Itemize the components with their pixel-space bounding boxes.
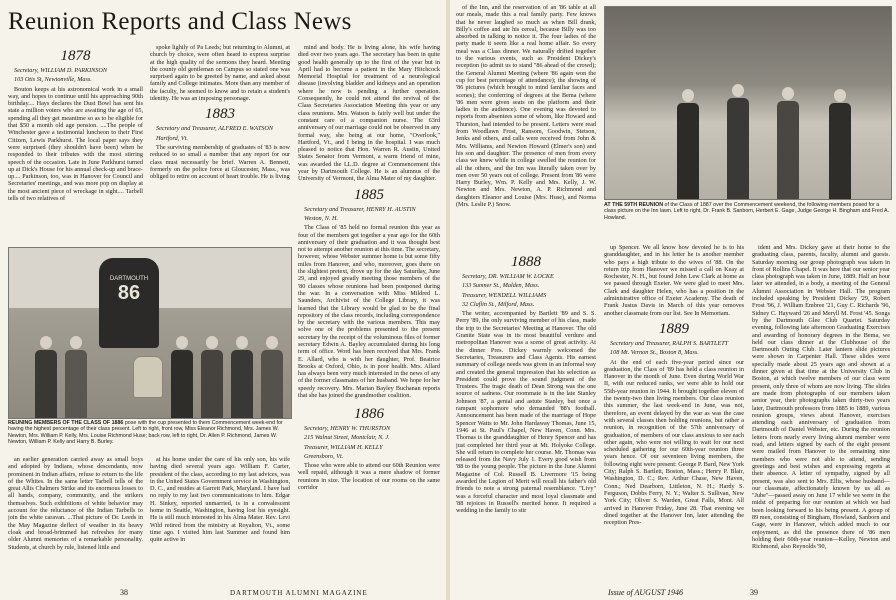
class-secretary-1886: Secretary, HENRY W. THURSTON — [304, 425, 391, 432]
column-1886 — [298, 402, 440, 582]
person — [229, 336, 255, 418]
person — [33, 336, 59, 418]
class-text-1888-cont: up Spencer. We all know how devoted he is to his granddaughter, and in his letter he is another member who pays a high tribute to the wives of '88. On the return trip from Hanover we missed a call on Keay at Rochester, N. H., but found John Lew Clark at home as we passed through Exeter. We were glad to meet Mrs. Clark and daughter Helen, who has a position in the administrative office of Exeter Academy. The death of Frank Justus Davis in March of this year removes another classmate from our list. See In Memoriam. — [604, 244, 744, 317]
banner-label: DARTMOUTH — [109, 276, 149, 282]
class-text-1886-cont: of the Inn, and the reservation of an '86 table at all our meals, made this a real family party. Few knows that he never laughed so much as when Bill drank, Billy's coffee and ate his cereal, because Billy was too absorbed in talking to notice it. The four ladies of the party made it seem like a real home affair. So every meal was a Class dinner. We naturally drifted together to the various events, such as President Dickey's reception (to admit us to stand "86 ahead of the crowd); the General Alumni Meeting (where '86 again won the cup for best percentage of attendance); the showing of '86 pictures (which brought to mind familiar faces and scenes); the conferring of degrees at the Bema (where '86 men were given seats on the platform and their ladies in the audience). One evening was devoted to reports from absentees some of whom, like Howard and Thurston, had intended to be present. Letters were read from Woodlawn Frost, Ransom, Goodwin, Stetson, Jenks and others, and calls were received from John & Mrs. Williams, and Newton Howard (Elmer's son) and his son and daughter. The presence of men from every class we knew while in college swelled the reunion for all the others, and the Inn was literally taken over by men over 50 years out of college. Present from '86 were Harry Burley, Wm. P. Kelly and Mrs. Kelly, J. W. Newton and Mrs. Newton, A. P. Richmond and daughters Eleanor and Louise (Mrs. Huse), and Norma (Mrs. Leslie P.) Snow. — [456, 4, 596, 209]
class-address-1888: 133 Sumner St., Malden, Mass. — [462, 282, 540, 290]
reunion-photo-1886 — [8, 247, 292, 419]
magazine-name: DARTMOUTH ALUMNI MAGAZINE — [230, 589, 368, 597]
person — [63, 336, 89, 418]
class-year-1889: 1889 — [659, 320, 689, 337]
class-text-1889-cont: ident and Mrs. Dickey gave at their home to the graduating class, parents, faculty, alumni and guests. Saturday morning our group photograph was taken in front of Rollins Chapel. It was here that our senior year class photograph was taken in June, 1889. Half an hour later we attended, in a body, a meeting of the General Alumni Association in Webster Hall. The program included speaking by President Dickey '29, Robert Frost '96, J. William Embree '21, Guy C. Richards '96, Sidney C. Hayward '26 and Meryll M. Frost '45. Songs by the Dartmouth Glee Club Quartet. Saturday evening, following late afternoon Graduating Exercises and awarding of honorary degrees in the Bema, we held our class dinner at the Clubhouse of the Dartmouth Outing Club. Later lantern slide pictures were shown in Carpenter Hall. These slides were specially made about 25 years ago and shown at a dinner given at that time at the University Club in Boston, at which twelve members of our class were present, only three of whom are now living. The slides are made from photographs of our members taken senior year, their photographs taken thirty-two years later, Dartmouth professors from 1885 to 1889, various reunion groups, views about Hanover, exercises attending each anniversary of graduation from Dartmouth of Daniel Webster, etc. During the reunion letters from nearly every living alumni member were read, and letters signed by each of the eight present were mailed from Hanover to the remaining nine members who were not able to attend, sending greetings and best wishes and expressing regrets at their absence. A letter of sympathy, signed by all present, was also sent to Mrs. Ellis, whose husband—our classmate, affectionately known by us all as "Jube"—passed away on June 17 while we were in the midst of preparing for our reunion at which we had been looking forward to his being present. A group of 89 men, consisting of Bingham, Howland, Sanborn and Gage, were in Hanover, which added much to our enjoyment, as did the presence there of '86 men holding their 60th-year reunion—Kelley, Newton and Richmond, also Reynolds '90, — [752, 244, 890, 551]
trophy-cup — [133, 356, 163, 398]
reunion-photo-1887 — [604, 6, 892, 200]
class-secretary-1883: Secretary and Treasurer, ALFRED E. WATSON — [156, 125, 273, 133]
column-1889-cont — [752, 244, 890, 584]
right-page — [450, 0, 896, 600]
photo-caption-1886 — [8, 420, 290, 446]
person — [775, 87, 801, 199]
column-1883-bottom — [150, 456, 290, 584]
class-text-1883: The surviving membership of graduates of '83 is now reduced to so small a number that any report for our class must necessarily be brief. Warren A. Bennett, formerly on the police force at Gloucester, Mass., was obliged to retire on account of heart trouble. He is living — [150, 143, 290, 181]
class-treasurer-1888: Treasurer, WENDELL WILLIAMS — [462, 291, 547, 299]
class-address-1885: Weston, N. H. — [304, 214, 338, 222]
page-title: Reunion Reports and Class News — [8, 8, 352, 35]
column-1888 — [456, 250, 596, 584]
class-text-1886: Those who were able to attend our 60th Reunion were well repaid, although it was a mere shadow of former reunions in size. The location of our rooms on the same corridor — [298, 462, 440, 492]
person — [199, 336, 225, 418]
caption-text: of the Class of 1887 over the Commencement weekend, the following members posed for a class picture on the Inn lawn. Left to right, Dr. Frank B. Sanborn, Herbert E. Gage, Judge George H. Bingham and Fred A. Howland. — [604, 202, 890, 221]
column-1889 — [604, 244, 744, 584]
person — [259, 336, 285, 418]
class-year-1885: 1885 — [354, 186, 384, 203]
banner-year: 86 — [117, 282, 141, 304]
class-address-1889: 108 Mt. Vernon St., Boston 8, Mass. — [610, 349, 699, 357]
caption-text: pose with the cup presented to them Commencement week-end for having the highest percentage of their class present. Left to right, front row, Miss Eleanor Richmond, Mrs. James W. Newton, Mrs. William P. Kelly, Mrs. Louise Richmond Huse; back row, left to right, Dr. Allen P. Richmond, James W. Newton, William P. Kelly and Harry B. Burley. — [8, 420, 283, 446]
class-secretary-1888: Secretary, DR. WILLIAM W. LOCKE — [462, 273, 554, 280]
column-1886-cont — [456, 4, 596, 248]
column-1878 — [8, 44, 143, 244]
page-number-right: 39 — [750, 588, 758, 597]
class-year-1883: 1883 — [205, 106, 235, 123]
class-year-1878: 1878 — [60, 48, 91, 64]
class-treasurer-1886: Treasurer, WILLIAM H. KELLY — [304, 443, 383, 451]
class-text-1889: At the end of each five-year period since our graduation, the Class of '89 has held a class reunion in Hanover in the month of June. Even during World War II, with our reduced ranks, we were able to hold our 55th-year reunion in 1944. It brought together eleven of the twenty-two then living members. Our class reunion this summer, the last week-end in June, was not, therefore, an event delayed by the war as was the case with several classes then holding reunions, but rather a reunion, in recognition of the 57th anniversary of graduation, of members of our class anxious to see each other again, who were not willing to wait for our next scheduled gathering for our 60th-year reunion three years hence. Of our seventeen living members, the following eight were present: George P. Bard, New York City; Ralph S. Bartlett, Boston, Mass.; Henry P. Blair, Washington, D. C.; Rev. Arthur Chase, New Haven, Conn.; Ned Dearborn, Littleton, N. H.; Hardy S. Ferguson, Dobbs Ferry, N. Y.; Walter S. Sullivan, New York City; Oliver S. Warden, Great Falls, Mont. All arrived in Hanover Friday, June 28. That evening we dined together at the Hanover Inn, later attending the reception Pres- — [604, 358, 744, 527]
class-secretary-1889: Secretary and Treasurer, RALPH S. BARTLETT — [610, 339, 729, 347]
class-address-1883: Hartford, Vt. — [156, 134, 188, 142]
person — [675, 89, 701, 199]
column-1883 — [150, 44, 290, 244]
page-number-left: 38 — [120, 588, 128, 597]
class-address-1878: 103 Otis St, Newtonville, Mass. — [14, 76, 92, 84]
class-text-1885: The Class of '85 held no formal reunion this year as four of the members got together a year ago for the 60th anniversary of their graduation and it was thought best not to attempt another reunion at this time. The secretary, however, whose Webster summer home is but some fifty miles from Hanover, and who, moreover, goes there on the slightest pretext, drove up for the day Saturday, June 29, and enjoyed greatly meeting those members of the '80 classes whose reunions had been postponed during the war. In a conversation with Miss Mildred L. Saunders, Archivist of the College Library, it was learned that the Library would be glad to be the final repository of the class records, including correspondence by the secretary with the various members. This may solve one of the problems presented to the present secretary by the receipt of the voluminous files of former secretary Edwin A. Bayley accumulated during his long term of office. Word has been received that Mrs. Frank E. Allard, who is with her daughter, Prof. Beatrice Brooks at Oxford, Ohio, is in poor health. Mrs. Allard has always been very much interested in the news of any of the former classmates of her husband. We hope for her speedy recovery. Mrs. Marian Bayley Buchanan reports that she has joined the grandmother coalition. — [298, 224, 440, 400]
person — [725, 84, 751, 199]
caption-lead: AT THE 59TH REUNION — [604, 202, 664, 208]
class-text-1878-cont: spoke lightly of Pa Leeds; but returning to Alumni, at church by choice, were often heard to express surprise at the high quality of the sermons they heard. Meeting the county old gentleman on Campus so stated one was surprised again to be greeted by name, and asked about family and College intimates. More than any member of the faculty, he seemed to know and to retain a student's identity. He was an imposing personage. — [150, 44, 290, 103]
class-text-bottom-1: an earlier generation carried away as small boys and adopted by Indians, whose descendants, now prominent in Indian affairs, refuse to return to the life of the Whites. In the same letter Tarbell tells of the great Allis Chalmers Strike and its enormous losses to all hands, company, community, and the strikers themselves. Such exhibitions of white behavior may account for the reluctance of the Indian Tarbells to join the white caravan. ...That picture of Dr. Leeds in the May Magazine deflect of weather in its heavy cloak and broad-brimmed hat refreshes for many older Alumni memories of a remarkable personality. Students, at church by rule, listened little and — [8, 456, 143, 551]
class-year-1888: 1888 — [511, 254, 541, 270]
class-year-1886: 1886 — [354, 406, 384, 422]
banner-86 — [99, 258, 159, 348]
caption-lead: REUNING MEMBERS OF THE CLASS OF 1886 — [8, 420, 124, 426]
class-text-1888: The writer, accompanied by Bartlett '89 and S. S. Perry '89, the only surviving member of his class, made the trip to the Secretaries' Meeting at Hanover. The old Granite State was in its most beautiful verdure and metropolitan Hanover was a scene of great activity. At the dinner Pres. Dickey warmly welcomed the Secretaries, Treasurers and Class Agents. His earnest summary of college needs was given in an informal way and created the general impression that his selection as President could prove the sound judgment of the Trustees. The tragic death of Dean Strong was the one source of sadness. Our roommate is in the late Stanley Johnson '87, a genial and astute Stanley, but once a rampant sophomore who demanded '88's football. Announcement has been made of the marriage of Hope Spencer Watts to Mr. John Hardaway Thomas, June 15, 1946 at St. Paul's Chapel, New Haven, Conn. Mrs. Thomas is the granddaughter of Henry Spencer and has just completed her third year at Mt. Holyoke College. She will return to complete her course. Mr. Thomas was released from the Navy July 1. Every good wish from '88 to the young people. The picture in the June Alumni Magazine of Col. Russell B. Livermore '15 being awarded the Legion of Merit will recall his father's old friends to note a strong paternal resemblance. "Livy" was a forceful character and most loyal classmate and '88 rejoices in Russell's merited honor. It required a wedding in the family to stir — [456, 310, 596, 515]
class-text-1883-cont: mind and body. He is living alone, his wife having died over two years ago. The secretary has been in quite good health generally up to the first of the year but in April had to become a patient in the Mary Hitchcock Memorial Hospital for treatment of a neurological disease (involving bladder and kidneys and an operation where he now is pending a further operation. Consequently, he could not attend the revival of the Class Secretaries Association Meeting this year or any class reunions. Mrs. Watson is fairly well but under the constant care of a companion nurse. The 63rd anniversary of our marriage could not be observed in any formal way, she being at our home, "Overlook," Hartford, Vt., and I being in the hospital. I was much pleased to notice that Hon. Warren R. Austin, United States Senator from Vermont, a warm friend of mine, was awarded the LL.D. degree at Commencement this year by Dartmouth College. He is an alumnus of the University of Vermont, the Alma Mater of my daughter. — [298, 44, 440, 183]
left-page — [0, 0, 446, 600]
person — [827, 89, 853, 199]
issue-date: Issue of AUGUST 1946 — [608, 588, 684, 597]
class-address-1886: 215 Walnut Street, Montclair, N. J. — [304, 434, 390, 442]
class-treasurer-address-1888: 32 Claflin St., Milford, Mass. — [462, 300, 535, 308]
class-secretary-1885: Secretary and Treasurer, HENRY H. AUSTIN — [304, 205, 416, 213]
class-treasurer-address-1886: Greensboro, Vt. — [304, 452, 344, 460]
class-secretary-1878: Secretary, WILLIAM D. PARKINSON — [14, 67, 107, 74]
column-1878-bottom — [8, 456, 143, 584]
class-text-1878: Bouton keeps at his astronomical work in a small way, and hopes to continue until his approaching 90th birthday.... Hays declares the Dust Bowl has sent his state a million voters who are awaiting the age of 65, spending all they get meantime so as to be eligible for that $50 a month old age pension. ....The people of Winchester gave a testimonial luncheon to their First Citizen, Lewis Parkhurst. The local paper says they were surprised (they shouldn't have been) when he responded to their tributes with the most stirring speech of the occasion. Late in June Parkhurst turned up at Dick's House for his annual check-up and brace-up.... Parkinson, too, was in Hanover for Council and Secretaries' meetings, and was more pop on display at the most ancient piece of wreckage in sight.... Tarbell tells of two relatives of — [8, 85, 143, 203]
class-text-bottom-2: at his home under the care of his only son, his wife having died several years ago. William F. Carter, president of the class, according to my last advices, was in the United States Government service in Washington, D. C., and resides at Garrett Park, Maryland. I have had no reply to my last two communications to him. Edgar H. Sinkey, reported unmarried, is in a convalescent home in Seattle, Washington, having lost his eyesight. He is still much interested in his Alma Mater. Rev. Levi Wild retired from the ministry at Royalton, Vt., some time ago. I visited him last Summer and found him quite active in — [150, 456, 290, 544]
photo-caption-1887 — [604, 202, 890, 221]
person — [169, 336, 195, 418]
